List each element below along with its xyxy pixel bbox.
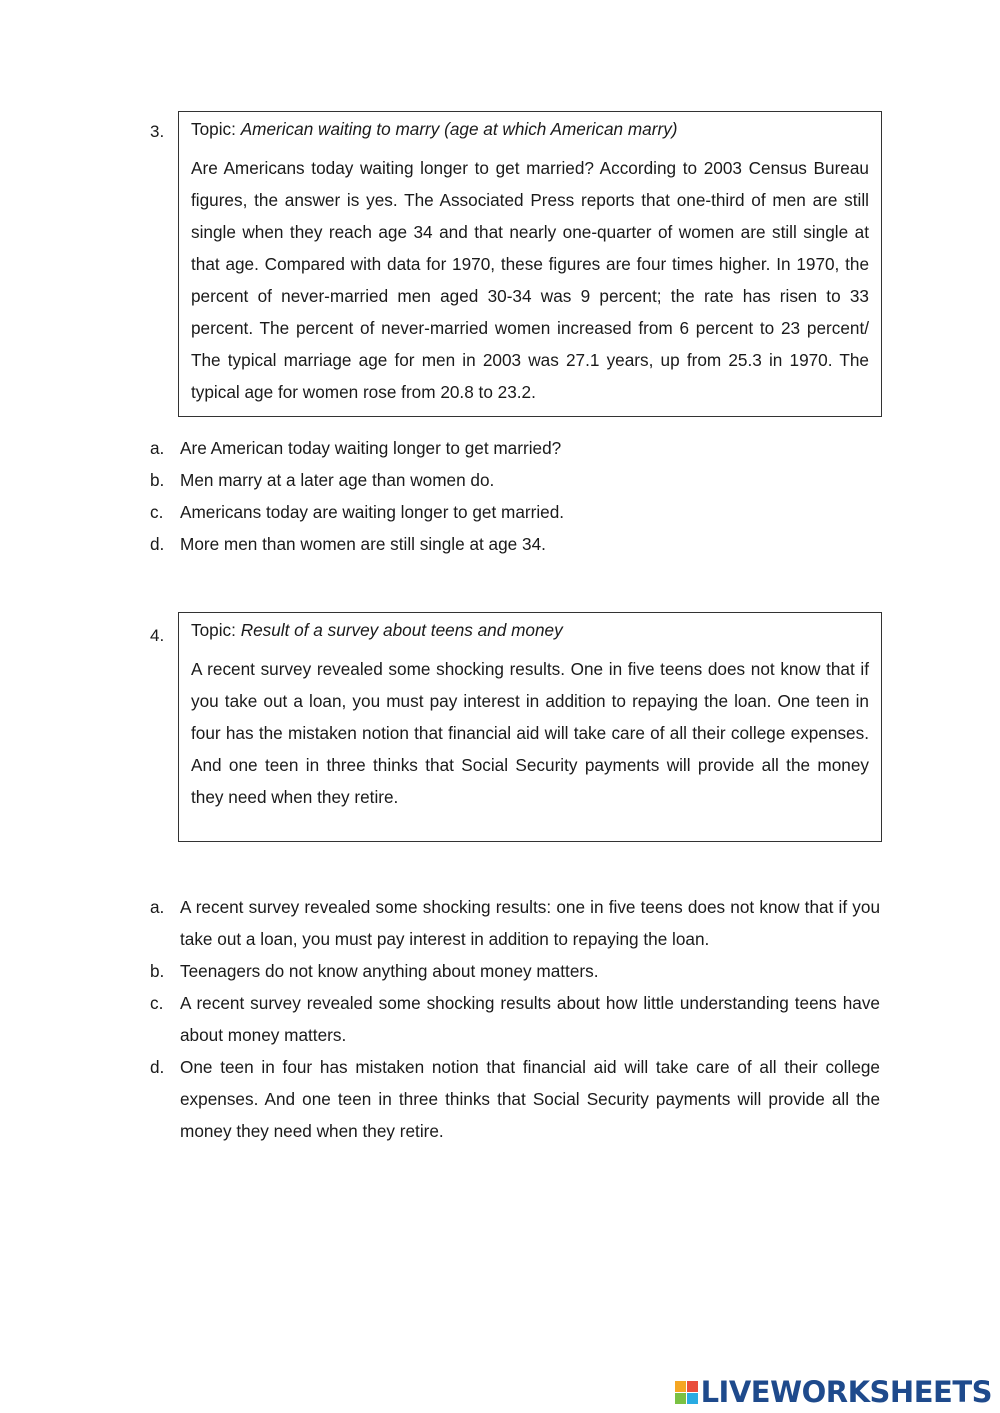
option-text: A recent survey revealed some shocking results: one in five teens does not know that if you take out a loan, you must pay interest in addition to repaying the loan. (180, 897, 880, 949)
topic-line (191, 619, 869, 641)
option-letter: c. (150, 993, 164, 1013)
passage-text: Are Americans today waiting longer to get married? According to 2003 Census Bureau figures, the answer is yes. The Associated Press reports that one-third of men are still single when they reach age 34 and that nearly one-quarter of women are still single at that age. Compared with data for 1970, these figures are four times higher. In 1970, the percent of never-married men aged 30-34 was 9 percent; the rate has risen to 33 percent. The percent of never-married women increased from 6 percent to 23 percent/ The typical marriage age for men in 2003 was 27.1 years, up from 25.3 in 1970. The typical age for women rose from 20.8 to 23.2. (191, 158, 869, 402)
option-text: A recent survey revealed some shocking results about how little understanding teens have about money matters. (180, 993, 880, 1045)
answer-option[interactable] (150, 891, 880, 955)
logo-text: LIVEWORKSHEETS (700, 1375, 992, 1409)
question-number: 3. (150, 122, 165, 141)
option-letter: a. (150, 897, 165, 917)
option-text: Men marry at a later age than women do. (180, 470, 495, 490)
option-letter: b. (150, 961, 165, 981)
logo-square-icon (675, 1393, 686, 1404)
liveworksheets-logo (675, 1375, 992, 1409)
answer-option[interactable] (150, 1051, 880, 1147)
answer-option[interactable] (150, 432, 880, 464)
answer-option[interactable] (150, 955, 880, 987)
answer-option[interactable] (150, 987, 880, 1051)
option-text: More men than women are still single at age 34. (180, 534, 546, 554)
answer-option[interactable] (150, 496, 880, 528)
logo-mark-icon (675, 1381, 698, 1404)
option-letter: d. (150, 1057, 165, 1077)
answer-option[interactable] (150, 528, 880, 560)
topic-line (191, 118, 869, 140)
option-text: Teenagers do not know anything about money matters. (180, 961, 599, 981)
logo-square-icon (687, 1381, 698, 1392)
option-letter: a. (150, 438, 165, 458)
option-letter: d. (150, 534, 165, 554)
option-letter: b. (150, 470, 165, 490)
question-number: 4. (150, 626, 165, 645)
option-letter: c. (150, 502, 164, 522)
topic-title: American waiting to marry (age at which American marry) (240, 119, 678, 139)
answer-option[interactable] (150, 464, 880, 496)
option-text: Are American today waiting longer to get married? (180, 438, 562, 458)
topic-label: Topic: (191, 620, 236, 640)
passage-text: A recent survey revealed some shocking results. One in five teens does not know that if you take out a loan, you must pay interest in addition to repaying the loan. One teen in four has the mistaken notion that financial aid will take care of all their college expenses. And one teen in three thinks that Social Security payments will provide all the money they need when they retire. (191, 659, 869, 807)
option-text: One teen in four has mistaken notion that financial aid will take care of all their college expenses. And one teen in three thinks that Social Security payments will provide all the money they need when they retire. (180, 1057, 880, 1141)
option-text: Americans today are waiting longer to get married. (180, 502, 565, 522)
topic-label: Topic: (191, 119, 236, 139)
topic-title: Result of a survey about teens and money (240, 620, 563, 640)
logo-square-icon (687, 1393, 698, 1404)
passage-box (178, 612, 882, 842)
passage-box (178, 111, 882, 417)
answer-options (150, 432, 880, 560)
answer-options (150, 891, 880, 1147)
logo-square-icon (675, 1381, 686, 1392)
